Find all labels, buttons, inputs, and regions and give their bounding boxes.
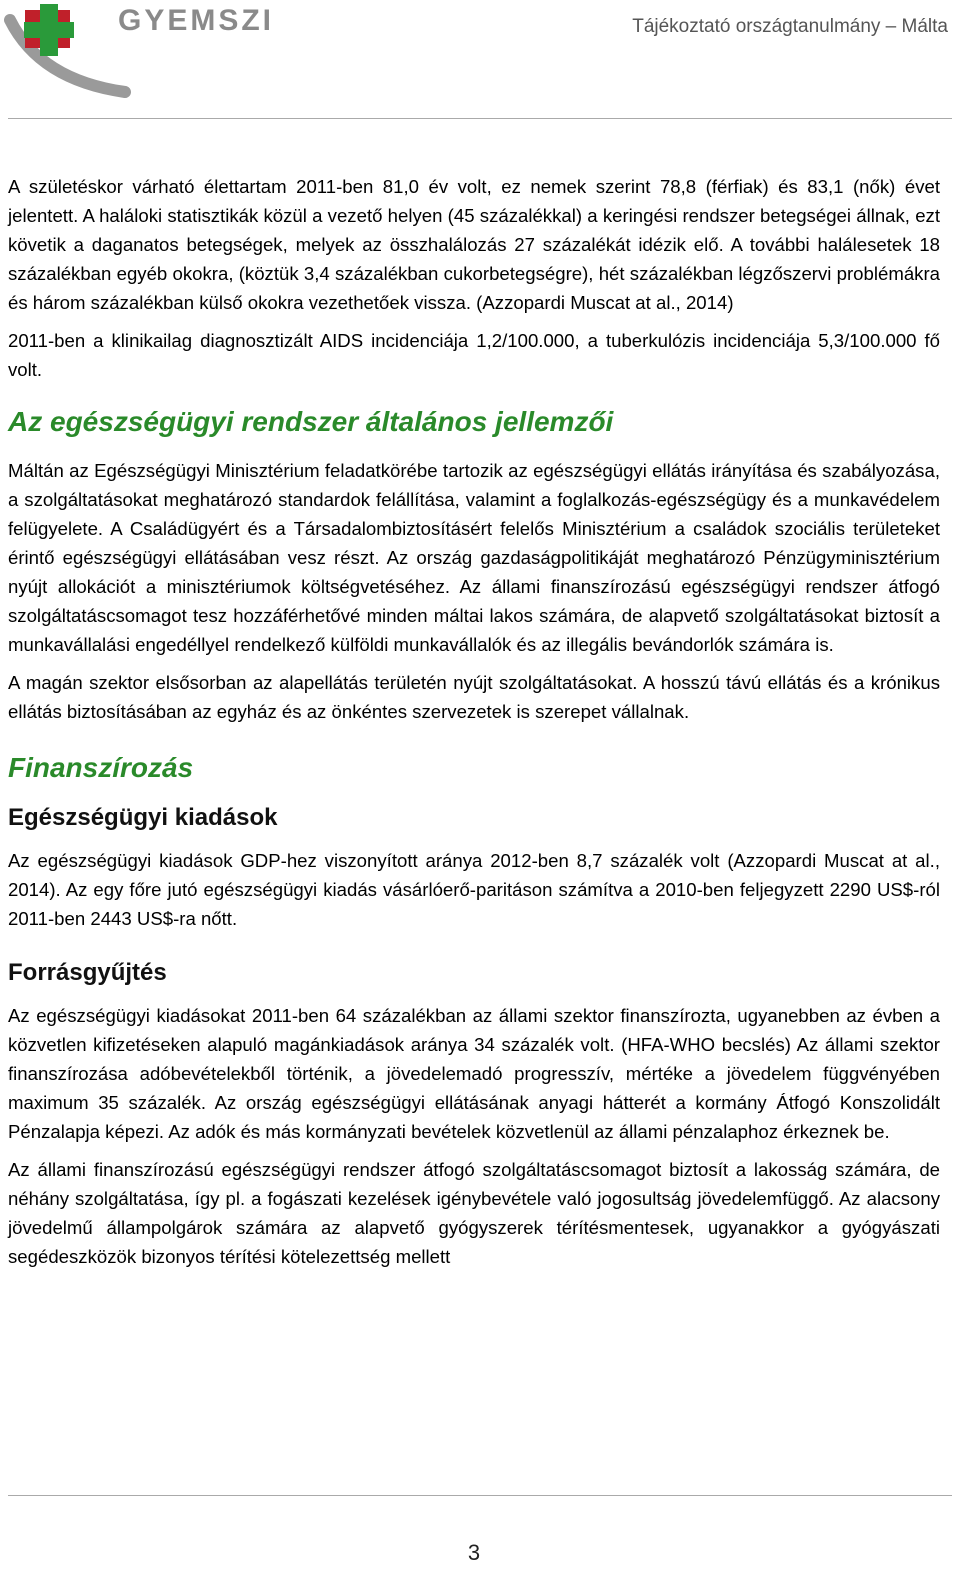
heading-health-system: Az egészségügyi rendszer általános jellemzői (8, 406, 614, 437)
paragraph-public-financing: Az egészségügyi kiadásokat 2011-ben 64 százalékban az állami szektor finanszírozta, ugyanebben az évben a közvetlen kifizetéseken alapuló magánkiadások aránya 34 százalék volt. (HFA-WHO becslés) Az állami szektor finanszírozása adóbevételekből történik, a jövedelemadó progresszív, mértéke a jövedelem függvényében maximum 35 százalék. Az ország egészségügyi ellátásának anyagi hátterét a kormány Átfogó Konszolidált Pénzalapja képezi. Az adók és más kormányzati bevételek közvetlenül az állami pénzalaphoz érkeznek be. (8, 1005, 940, 1142)
logo-wordmark: GYEMSZI (118, 4, 275, 37)
paragraph-expenditure: Az egészségügyi kiadások GDP-hez viszonyított aránya 2012-ben 8,7 százalék volt (Azzopardi Muscat at al., 2014). Az egy főre jutó egészségügyi kiadás vásárlóerő-paritáson számítva a 2010-ben feljegyzett 2290 US$-ról 2011-ben 2443 US$-ra nőtt. (8, 850, 940, 929)
footer-divider (8, 1495, 952, 1496)
paragraph-aids-tb: 2011-ben a klinikailag diagnosztizált AIDS incidenciája 1,2/100.000, a tuberkulózis incidenciája 5,3/100.000 fő volt. (8, 330, 940, 380)
page-number: 3 (467, 1540, 481, 1565)
paragraph-life-expectancy: A születéskor várható élettartam 2011-ben 81,0 év volt, ez nemek szerint 78,8 (férfiak) és 83,1 (nők) évet jelentett. A haláloki statisztikák közül a vezető helyen (45 százalékkal) a keringési rendszer betegségei állnak, ezt követik a daganatos betegségek, melyek az összhalálozás 27 százalékát idézik elő. A további halálesetek 18 százalékban egyéb okokra, (köztük 3,4 százalékban cukorbetegségre), hét százalékban légzőszervi problémákra és három százalékban külső okokra vezethetőek vissza. (Azzopardi Muscat at al., 2014) (8, 176, 940, 313)
header-title: Tájékoztató országtanulmány – Málta (632, 16, 948, 37)
heading-health-expenditure: Egészségügyi kiadások (8, 804, 278, 831)
heading-revenue-collection: Forrásgyűjtés (8, 959, 167, 986)
paragraph-private-sector: A magán szektor elsősorban az alapellátás területén nyújt szolgáltatásokat. A hosszú távú ellátás és a krónikus ellátás biztosításában az egyház és az önkéntes szervezetek is szerepet vállalnak. (8, 672, 940, 722)
paragraph-service-package: Az állami finanszírozású egészségügyi rendszer átfogó szolgáltatáscsomagot biztosít a lakosság számára, de néhány szolgáltatása, így pl. a fogászati kezelések igénybevétele való jogosultság jövedelemfüggő. Az alacsony jövedelmű állampolgárok számára az alapvető gyógyszerek térítésmentesek, ugyanakkor a gyógyászati segédeszközök bizonyos térítési kötelezettség mellett (8, 1159, 940, 1267)
heading-financing: Finanszírozás (8, 752, 194, 783)
header-divider (8, 118, 952, 119)
page-header (0, 0, 960, 122)
document-body (8, 172, 940, 1271)
paragraph-ministry: Máltán az Egészségügyi Minisztérium feladatkörébe tartozik az egészségügyi ellátás irányítása és szabályozása, a szolgáltatásokat meghatározó standardok felállítása, valamint a foglalkozás-egészségügy és a munkavédelem felügyelete. A Családügyért és a Társadalombiztosításért felelős Minisztérium a családok szociális területeket érintő egészségügyi ellátásában vesz részt. Az ország gazdaságpolitikáját meghatározó Pénzügyminisztérium nyújt allokációt a minisztériumok költségvetéséhez. Az állami finanszírozású egészségügyi rendszer átfogó szolgáltatáscsomagot tesz hozzáférhetővé minden máltai lakos számára, de alapvető szolgáltatásokat biztosít a munkavállalási engedéllyel rendelkező külföldi munkavállalók és az illegális bevándorlók számára is. (8, 460, 940, 655)
